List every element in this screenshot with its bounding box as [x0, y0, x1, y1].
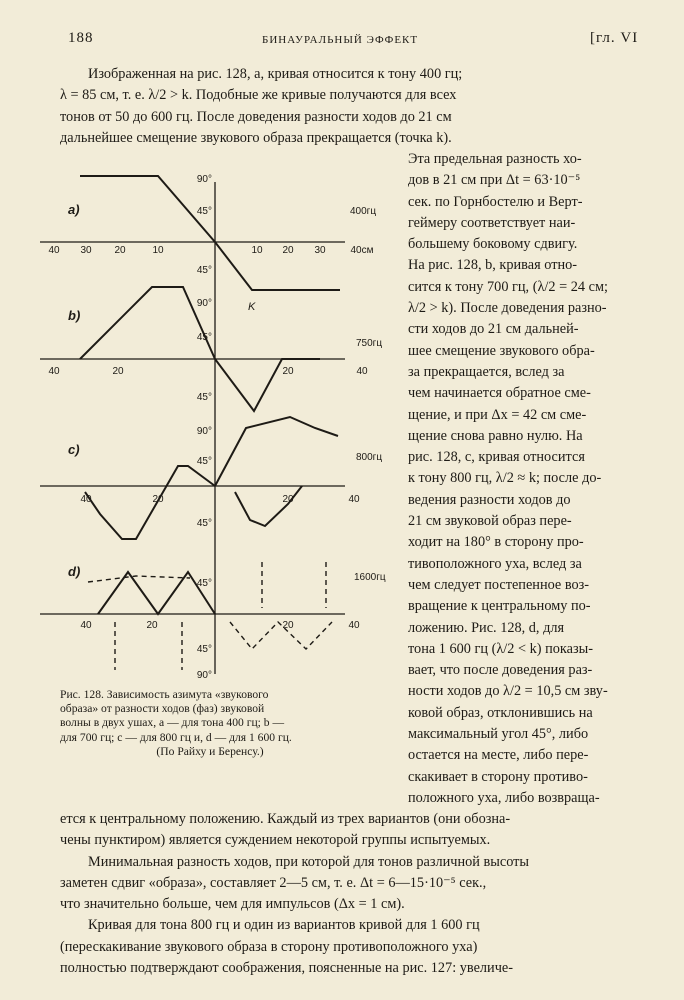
angle-label: 90° — [196, 426, 212, 437]
point-k-label: K — [248, 301, 256, 313]
caption-line: (По Райху и Беренсу.) — [156, 744, 264, 758]
panel-label: a) — [68, 202, 80, 217]
text-line: чены пунктиром) является суждением некоторой группы испытуемых. — [60, 832, 491, 849]
tick-label: 10 — [251, 245, 263, 256]
tick-label: 20 — [146, 620, 158, 631]
angle-label: 90° — [196, 670, 212, 681]
tick-label: 40 — [348, 620, 360, 631]
running-title: БИНАУРАЛЬНЫЙ ЭФФЕКТ — [262, 34, 419, 46]
text-line: скакивает в сторону противо- — [408, 768, 588, 785]
text-line: вает, что после доведения раз- — [408, 662, 593, 679]
chapter-marker: [гл. VI — [590, 30, 639, 46]
tick-label: 40 — [48, 245, 60, 256]
text-line: 21 см звуковой образ пере- — [408, 513, 572, 530]
caption-line: для 700 гц; c — для 800 гц и, d — для 1 600 гц. — [60, 730, 292, 744]
angle-label: 45° — [196, 644, 212, 655]
text-line: λ/2 > k). После доведения разно- — [408, 300, 607, 317]
tick-label: 30 — [314, 245, 326, 256]
angle-label: 45° — [196, 518, 212, 529]
tick-label: 40 — [80, 620, 92, 631]
tick-label: 20 — [282, 494, 294, 505]
tick-label: 20 — [152, 494, 164, 505]
text-line: щение, и при Δx = 42 см сме- — [408, 406, 587, 423]
text-line: максимальный угол 45°, либо — [408, 726, 589, 743]
angle-label: 90° — [196, 298, 212, 309]
freq-label: 800гц — [356, 452, 383, 463]
text-line: Эта предельная разность хо- — [408, 151, 582, 167]
text-line: сек. по Горнбостелю и Верт- — [408, 193, 583, 210]
right-column-text — [408, 149, 658, 809]
text-line: положного уха, либо возвраща- — [408, 789, 600, 806]
text-line: рис. 128, c, кривая относится — [408, 449, 585, 466]
text-line: ности ходов до λ/2 = 10,5 см зву- — [408, 683, 608, 700]
text-line: к тону 800 гц, λ/2 ≈ k; после до- — [408, 470, 602, 487]
tick-label: 40 — [356, 366, 368, 377]
text-line: тона 1 600 гц (λ/2 < k) показы- — [408, 640, 594, 657]
text-line: шее смещение звукового обра- — [408, 342, 595, 359]
angle-label: 45° — [196, 578, 212, 589]
bottom-paragraph — [60, 809, 656, 979]
figure-128 — [40, 162, 400, 682]
text-line: Минимальная разность ходов, при которой для тонов различной высоты — [88, 853, 530, 870]
text-line: тонов от 50 до 600 гц. После доведения разности ходов до 21 см — [60, 108, 452, 125]
text-line: ется к центральному положению. Каждый из трех вариантов (они обозна- — [60, 811, 511, 827]
text-line: Кривая для тона 800 гц и один из вариантов кривой для 1 600 гц — [88, 917, 480, 934]
tick-label: 20 — [282, 620, 294, 631]
text-line: (перескакивание звукового образа в сторону противоположного уха) — [60, 938, 478, 955]
text-line: что значительно больше, чем для импульсов (Δx = 1 см). — [60, 896, 405, 913]
panel-label: d) — [68, 564, 81, 579]
caption-line: Рис. 128. Зависимость азимута «звукового — [60, 688, 269, 701]
panel-labels — [68, 202, 80, 579]
figure-caption — [60, 688, 360, 759]
text-line: На рис. 128, b, кривая отно- — [408, 257, 578, 274]
angle-label: 90° — [196, 174, 212, 185]
text-line: Изображенная на рис. 128, a, кривая относится к тону 400 гц; — [88, 66, 463, 82]
text-line: вращение к центральному по- — [408, 598, 591, 615]
freq-label: 1600гц — [354, 572, 386, 583]
angle-label: 45° — [196, 206, 212, 217]
text-line: тивоположного уха, вслед за — [408, 555, 582, 572]
tick-label: 40см — [350, 245, 374, 256]
text-line: дов в 21 см при Δt = 63·10⁻⁵ — [408, 172, 581, 189]
text-line: чем начинается обратное сме- — [408, 385, 591, 402]
text-line: ложению. Рис. 128, d, для — [408, 619, 565, 636]
curve-800hz-left — [85, 466, 215, 539]
text-line: заметен сдвиг «образа», составляет 2—5 см, т. е. Δt = 6—15·10⁻⁵ сек., — [60, 874, 487, 891]
text-line: остается на месте, либо пере- — [408, 747, 589, 764]
tick-label: 40 — [80, 494, 92, 505]
freq-label: 400гц — [350, 206, 377, 217]
tick-label: 10 — [152, 245, 164, 256]
angle-label: 45° — [196, 392, 212, 403]
tick-label: 20 — [282, 245, 294, 256]
curve-800hz-lower — [235, 486, 302, 526]
text-line: за прекращается, вслед за — [408, 363, 565, 380]
tick-label: 30 — [80, 245, 92, 256]
caption-line: волны в двух ушах, a — для тона 400 гц; b — — [60, 716, 285, 730]
tick-label: 40 — [48, 366, 60, 377]
variant-line — [230, 622, 332, 649]
text-line: λ = 85 см, т. е. λ/2 > k. Подобные же кривые получаются для всех — [60, 87, 457, 104]
tick-label: 20 — [112, 366, 124, 377]
text-line: большему боковому сдвигу. — [408, 236, 578, 253]
angle-label: 45° — [196, 456, 212, 467]
text-line: ходит на 180° в сторону про- — [408, 534, 584, 551]
text-line: полностью подтверждают соображения, поясненные на рис. 127: увеличе- — [60, 960, 513, 977]
angle-label: 45° — [196, 265, 212, 276]
text-line: щение снова равно нулю. На — [408, 427, 583, 444]
text-line: дальнейшее смещение звукового образа прекращается (точка k). — [60, 129, 452, 146]
tick-label: 20 — [114, 245, 126, 256]
text-line: чем следует постепенное воз- — [408, 576, 590, 593]
freq-label: 750гц — [356, 338, 383, 349]
tick-label: 40 — [348, 494, 360, 505]
text-line: ведения разности ходов до — [408, 491, 571, 508]
frequency-labels — [350, 206, 386, 583]
panel-label: c) — [68, 442, 80, 457]
top-paragraph — [60, 64, 656, 149]
text-line: ковой образ, отклонившись на — [408, 704, 593, 721]
page-number: 188 — [68, 30, 94, 46]
text-line: сится к тону 700 гц, (λ/2 = 24 см; — [408, 278, 608, 295]
caption-line: образа» от разности ходов (фаз) звуковой — [60, 702, 265, 716]
tick-label: 20 — [282, 366, 294, 377]
curve-800hz-right — [215, 417, 338, 486]
angle-label: 45° — [196, 332, 212, 343]
text-line: сти ходов до 21 см дальней- — [408, 321, 579, 338]
variant-line — [88, 576, 190, 582]
panel-label: b) — [68, 308, 81, 323]
text-line: геймеру соответствует наи- — [408, 214, 576, 231]
